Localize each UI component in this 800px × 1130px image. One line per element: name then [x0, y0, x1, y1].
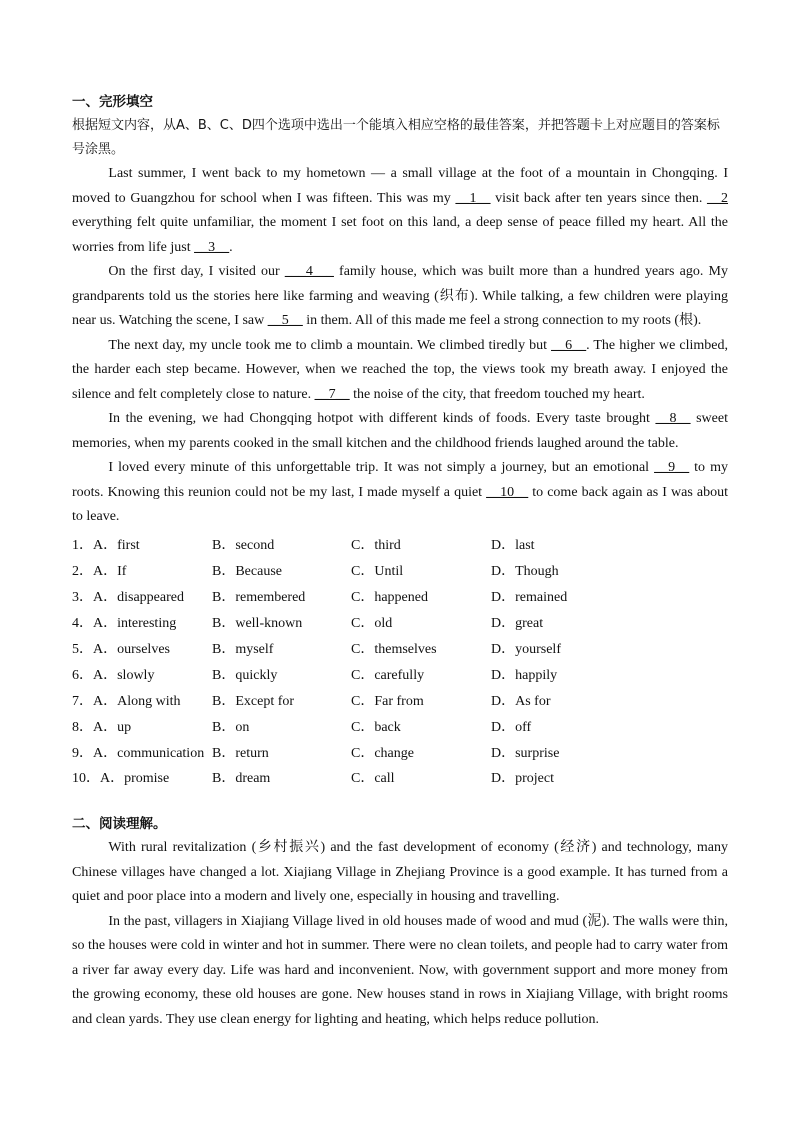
option-row: 4．A．interesting B．well-known C．old D．great [72, 616, 544, 632]
blank-8: __8__ [655, 411, 691, 426]
options-list [72, 532, 728, 791]
option-row: 7．A．Along with B．Except for C．Far from D．As for [72, 693, 551, 709]
option-row: 6．A．slowly B．quickly C．carefully D．happily [72, 667, 558, 683]
blank-3: __3__ [194, 239, 230, 255]
option-row: 8．A．up B．on C．back D．off [72, 719, 532, 735]
blank-6: __6__ [551, 337, 587, 353]
passage1-paragraph-3: The next day, my uncle took me to climb a mountain. We climbed tiredly but __6__. The higher we climbed, the harder each step became. However, when we reached the top, the views took my breath away. I enjoyed the silence and felt completely close to nature. __7__ the noise of the city, that freedom touched my heart. [72, 337, 729, 402]
blank-5: __5__ [267, 313, 303, 328]
passage2-paragraph-1: With rural revitalization (乡村振兴) and the fast development of economy (经济) and technology, many Chinese villages have changed a lot. Xiajiang Village in Zhejiang Province is a good example. It has turned from a quiet and poor place into a modern and lively one, especially in housing and travelling. [72, 840, 728, 905]
section-title-cloze: 一、完形填空 [72, 94, 153, 110]
passage2-paragraph-2: In the past, villagers in Xiajiang Village lived in old houses made of wood and mud (泥). The walls were thin, so the houses were cold in winter and hot in summer. There were no clean toilets, and people had to carry water from a river far away every day. Life was hard and inconvenient. Now, with government support and more money from the growing economy, these old houses are gone. New houses stand in rows in Xiajiang Village, with bright rooms and clean yards. They use clean energy for lighting and heating, which helps reduce pollution. [72, 913, 728, 1027]
option-row: 3．A．disappeared B．remembered C．happened D．remained [72, 590, 568, 606]
option-row: 1．A．first B．second C．third D．last [72, 538, 535, 554]
blank-7: __7__ [314, 386, 350, 402]
blank-4: ___4___ [284, 264, 334, 279]
passage1-paragraph-2: On the first day, I visited our ___4___ family house, which was built more than a hundred years ago. My grandparents told us the stories here like farming and weaving (织布). While talking, a few children were playing near us. Watching the scene, I saw __5__ in them. All of this made me feel a strong connection to my roots (根). [72, 264, 728, 328]
option-row: 2．A．If B．Because C．Until D．Though [72, 564, 559, 580]
passage1-paragraph-5: I loved every minute of this unforgettable trip. It was not simply a journey, but an emotional __9__ to my roots. Knowing this reunion could not be my last, I made myself a quiet __10__ to come back again as I was about to leave. [72, 460, 729, 524]
passage1-paragraph-4: In the evening, we had Chongqing hotpot with different kinds of foods. Every taste brought __8__ sweet memories, when my parents cooked in the small kitchen and the childhood friends laughed around the table. [72, 411, 728, 451]
option-row: 10．A．promise B．dream C．call D．project [72, 771, 554, 787]
option-row: 9．A．communication B．return C．change D．surprise [72, 745, 560, 761]
section-gap [72, 790, 728, 812]
blank-9: __9__ [654, 460, 690, 475]
blank-1: __1__ [455, 190, 491, 206]
passage1-paragraph-1: Last summer, I went back to my hometown — a small village at the foot of a mountain in Chongqing. I moved to Guangzhou for school when I was fifteen. This was my __1__ visit back after ten years since then. __2 everything felt quite unfamiliar, the moment I set foot on this land, a deep sense of peace filled my heart. All the worries from life just __3__. [72, 166, 729, 255]
blank-10: __10__ [486, 484, 529, 500]
option-row: 5．A．ourselves B．myself C．themselves D．yourself [72, 642, 561, 657]
blank-2: __2 [707, 190, 729, 206]
section-title-reading: 二、阅读理解。 [72, 816, 167, 833]
document-page [72, 90, 728, 1032]
cloze-instruction: 根据短文内容，从A、B、C、D四个选项中选出一个能填入相应空格的最佳答案，并把答题卡上对应题目的答案标号涂黑。 [72, 118, 720, 157]
